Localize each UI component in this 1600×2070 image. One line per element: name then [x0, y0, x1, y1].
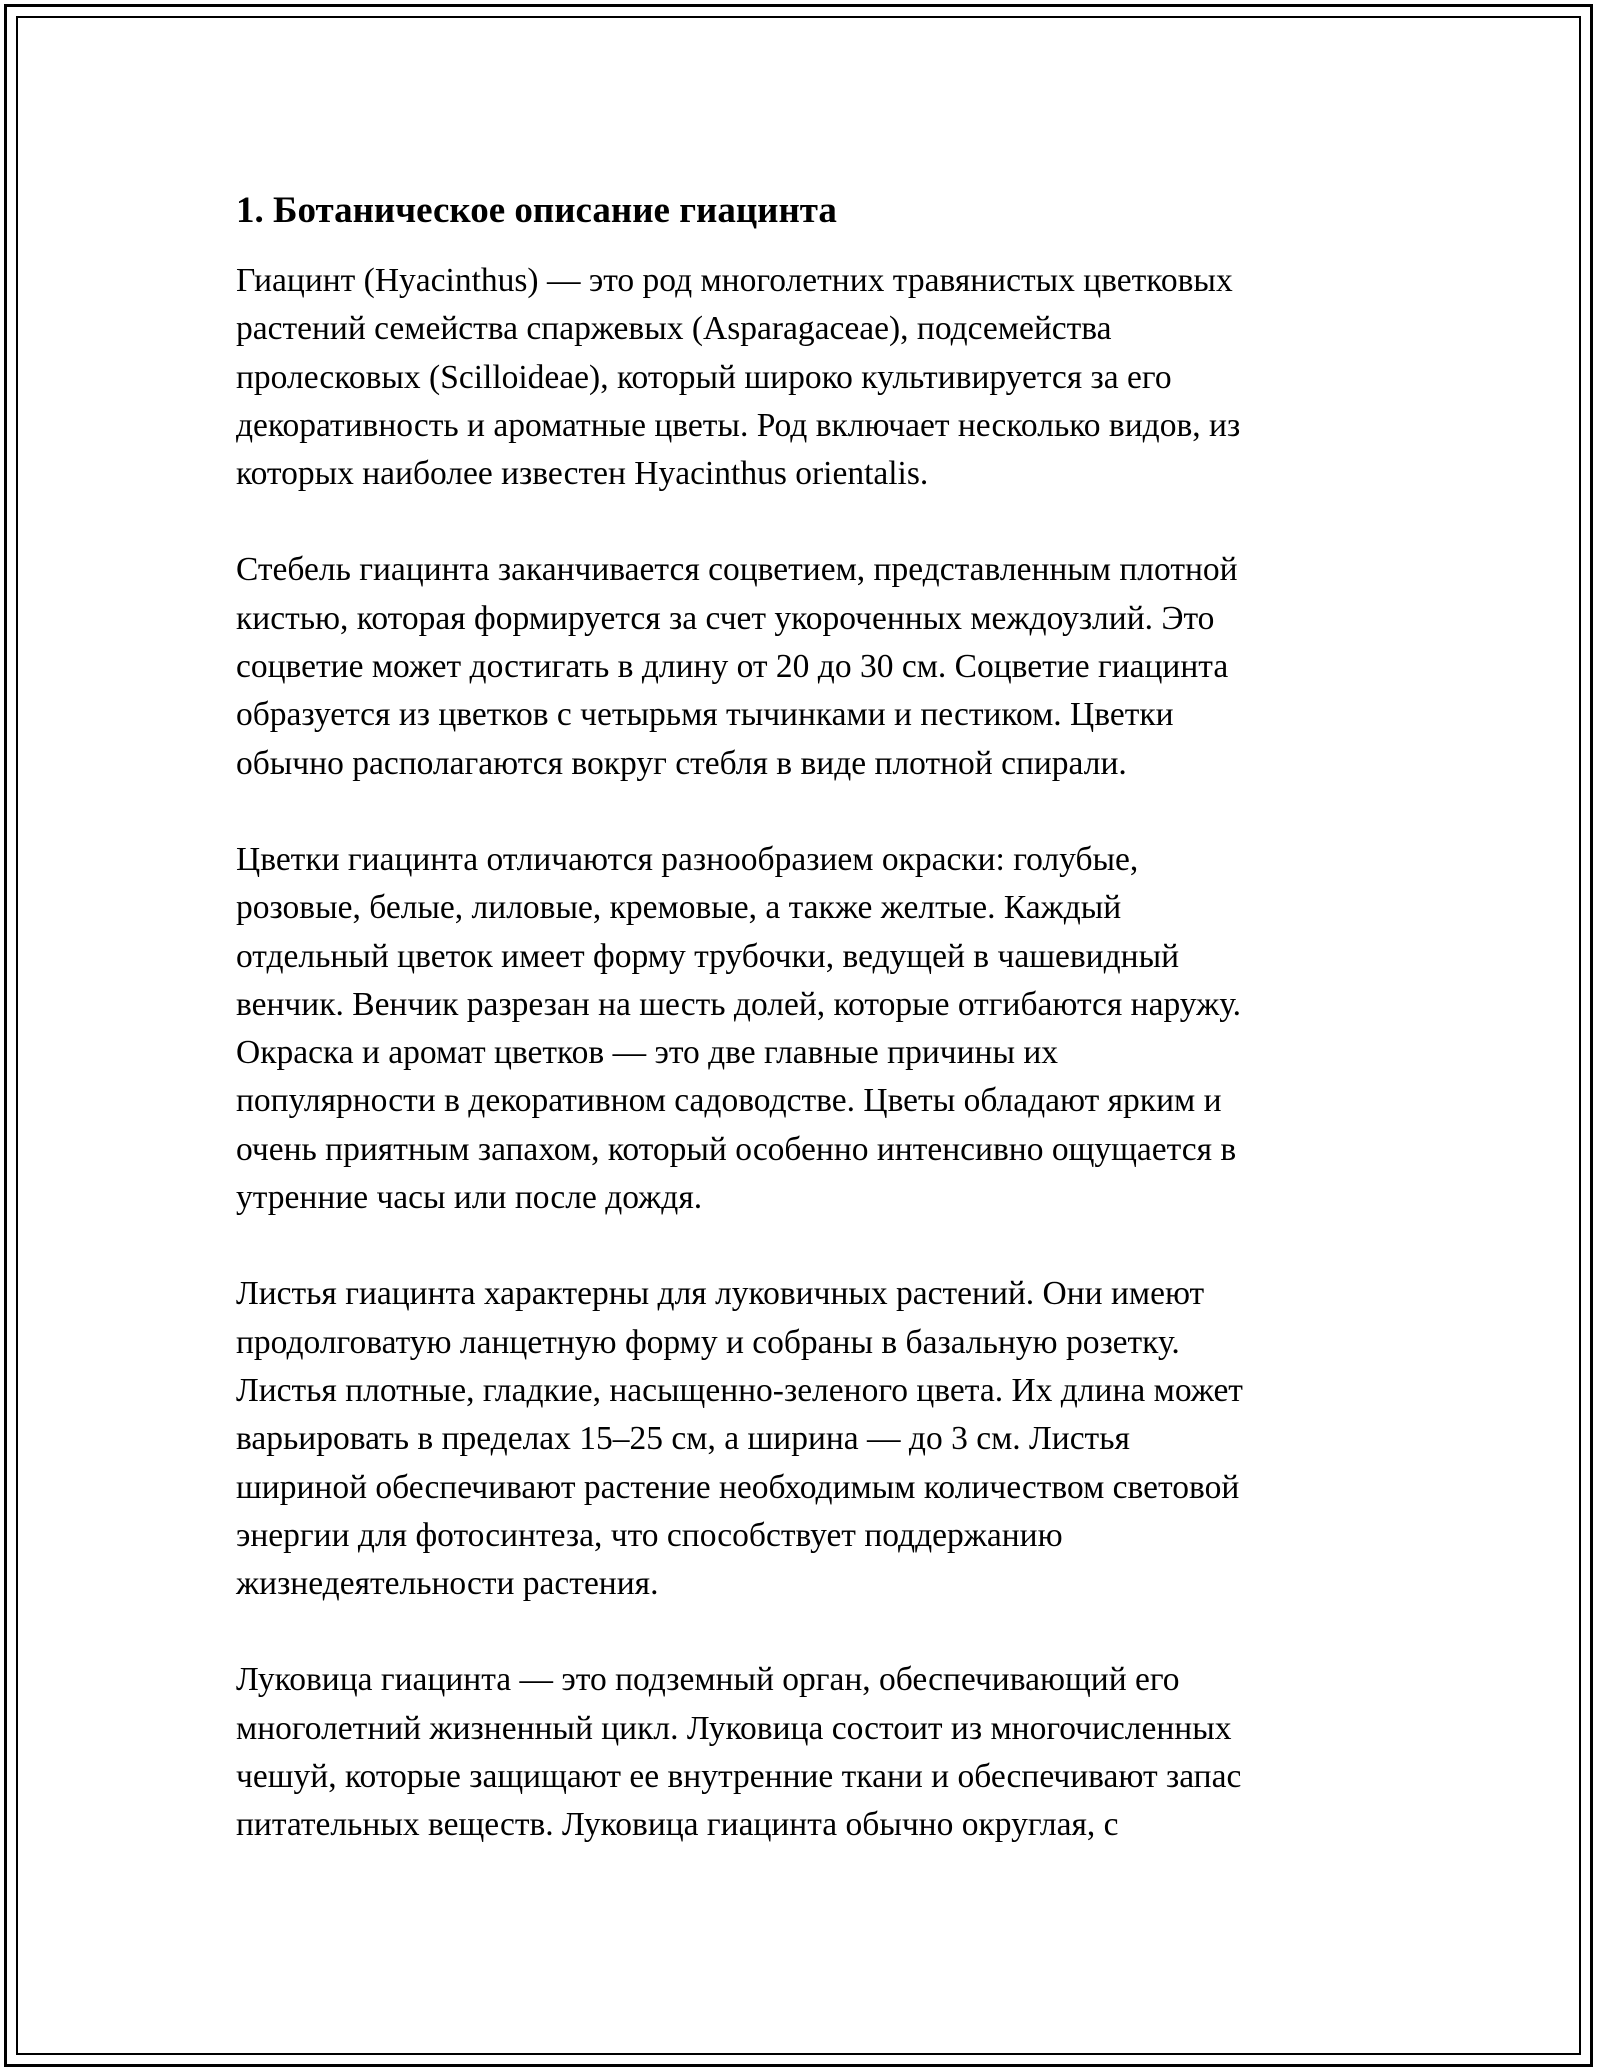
text-line: утренние часы или после дождя. [236, 1179, 703, 1217]
text-line: которых наиболее известен Hyacinthus orientalis. [236, 455, 929, 493]
text-line: декоративность и ароматные цветы. Род включает несколько видов, из [236, 406, 1241, 444]
text-line: популярности в декоративном садоводстве. Цветы обладают ярким и [236, 1082, 1222, 1120]
text-line: обычно располагаются вокруг стебля в виде плотной спирали. [236, 744, 1127, 782]
text-line: многолетний жизненный цикл. Луковица состоит из многочисленных [236, 1709, 1232, 1747]
text-line: Цветки гиацинта отличаются разнообразием окраски: голубые, [236, 840, 1139, 878]
paragraph-1 [236, 257, 1376, 498]
section-heading: 1. Ботаническое описание гиацинта [236, 190, 837, 231]
paragraph-5 [236, 1656, 1376, 1849]
text-line: Листья плотные, гладкие, насыщенно-зеленого цвета. Их длина может [236, 1371, 1243, 1409]
text-line: отдельный цветок имеет форму трубочки, ведущей в чашевидный [236, 937, 1180, 975]
text-line: соцветие может достигать в длину от 20 до 30 см. Соцветие гиацинта [236, 648, 1229, 686]
paragraph-4 [236, 1270, 1376, 1608]
text-line: продолговатую ланцетную форму и собраны в базальную розетку. [236, 1323, 1180, 1361]
text-line: растений семейства спаржевых (Asparagaceae), подсемейства [236, 310, 1112, 348]
text-line: жизнедеятельности растения. [236, 1565, 659, 1603]
paragraph-3 [236, 836, 1376, 1222]
document-body [236, 185, 1376, 1898]
text-line: Гиацинт (Hyacinthus) — это род многолетних травянистых цветковых [236, 262, 1233, 299]
text-line: шириной обеспечивают растение необходимым количеством световой [236, 1468, 1240, 1506]
text-line: пролесковых (Scilloideae), который широко культивируется за его [236, 358, 1172, 396]
text-line: розовые, белые, лиловые, кремовые, а также желтые. Каждый [236, 889, 1122, 927]
text-line: Луковица гиацинта — это подземный орган, обеспечивающий его [236, 1661, 1180, 1699]
text-line: очень приятным запахом, который особенно интенсивно ощущается в [236, 1130, 1237, 1168]
text-line: энергии для фотосинтеза, что способствует поддержанию [236, 1516, 1063, 1554]
text-line: кистью, которая формируется за счет укороченных междоузлий. Это [236, 599, 1215, 637]
text-line: венчик. Венчик разрезан на шесть долей, которые отгибаются наружу. [236, 985, 1241, 1023]
text-line: Листья гиацинта характерны для луковичных растений. Они имеют [236, 1275, 1205, 1313]
text-line: варьировать в пределах 15–25 см, а ширина — до 3 см. Листья [236, 1420, 1130, 1458]
text-line: питательных веществ. Луковица гиацинта обычно округлая, с [236, 1806, 1119, 1844]
paragraphs-container [236, 257, 1376, 1850]
text-line: Окраска и аромат цветков — это две главные причины их [236, 1034, 1059, 1072]
text-line: Стебель гиацинта заканчивается соцветием, представленным плотной [236, 551, 1238, 589]
text-line: чешуй, которые защищают ее внутренние ткани и обеспечивают запас [236, 1758, 1242, 1796]
paragraph-2 [236, 546, 1376, 787]
text-line: образуется из цветков с четырьмя тычинками и пестиком. Цветки [236, 696, 1174, 734]
